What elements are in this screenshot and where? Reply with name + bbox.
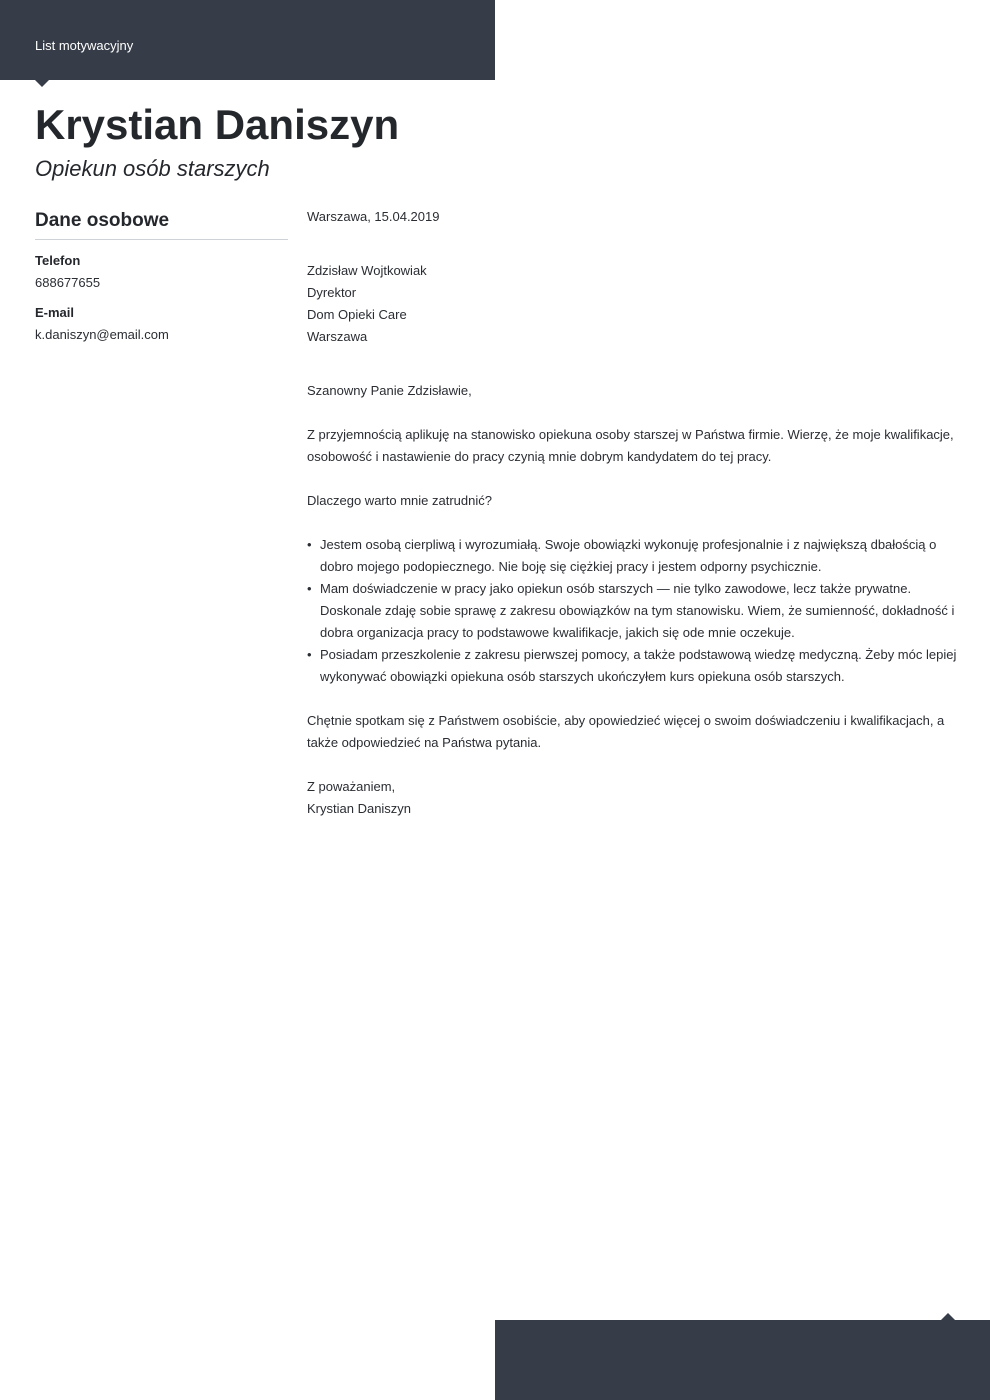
letter-body bbox=[307, 206, 957, 820]
list-item-text: Posiadam przeszkolenie z zakresu pierwszej pomocy, a także podstawową wiedzę medyczną. Żeby móc lepiej wykonywać obowiązki opiekuna osób starszych ukończyłem kurs opiekuna osób starszych. bbox=[320, 647, 957, 684]
letter-sign-off: Z poważaniem, bbox=[307, 779, 396, 794]
footer-notch bbox=[941, 1313, 955, 1320]
recipient-position: Dyrektor bbox=[307, 285, 357, 300]
phone-label: Telefon bbox=[35, 253, 81, 268]
list-item bbox=[307, 578, 957, 644]
letter-greeting: Szanowny Panie Zdzisławie, bbox=[307, 383, 472, 398]
bullet-icon: • bbox=[307, 581, 312, 596]
letter-question: Dlaczego warto mnie zatrudnić? bbox=[307, 493, 492, 508]
bullet-icon: • bbox=[307, 647, 312, 662]
list-item bbox=[307, 644, 957, 688]
list-item bbox=[307, 534, 957, 578]
letter-closing-paragraph: Chętnie spotkam się z Państwem osobiście, aby opowiedzieć więcej o swoim doświadczeniu i kwalifikacjach, a także odpowiedzieć na Państwa pytania. bbox=[307, 713, 945, 750]
email-value: k.daniszyn@email.com bbox=[35, 327, 169, 342]
candidate-role: Opiekun osób starszych bbox=[35, 156, 270, 181]
candidate-name: Krystian Daniszyn bbox=[35, 101, 400, 148]
letter-date: Warszawa, 15.04.2019 bbox=[307, 209, 440, 224]
email-label: E-mail bbox=[35, 305, 75, 320]
bullet-icon: • bbox=[307, 537, 312, 552]
recipient-city: Warszawa bbox=[307, 329, 368, 344]
letter-intro: Z przyjemnością aplikuję na stanowisko opiekuna osoby starszej w Państwa firmie. Wierzę, że moje kwalifikacje, osobowość i nastawienie do pracy czynią mnie dobrym kandydatem do tej pracy. bbox=[307, 427, 954, 464]
personal-data-title: Dane osobowe bbox=[35, 208, 288, 240]
letter-signature: Krystian Daniszyn bbox=[307, 801, 412, 816]
document-type-label: List motywacyjny bbox=[35, 38, 134, 53]
list-item-text: Mam doświadczenie w pracy jako opiekun osób starszych — nie tylko zawodowe, lecz także prywatne. Doskonale zdaję sobie sprawę z zakresu obowiązków na tym stanowisku. Wiem, że sumienność, dokładność i dobra organizacja pracy to podstawowe kwalifikacje, jakich się ode mnie oczekuje. bbox=[320, 581, 955, 640]
footer-band bbox=[495, 1320, 990, 1400]
phone-value: 688677655 bbox=[35, 275, 101, 290]
list-item-text: Jestem osobą cierpliwą i wyrozumiałą. Swoje obowiązki wykonuję profesjonalnie i z największą dbałością o dobro mojego podopiecznego. Nie boję się ciężkiej pracy i jestem odporny psychicznie. bbox=[320, 537, 937, 574]
recipient-block bbox=[307, 260, 957, 348]
recipient-company: Dom Opieki Care bbox=[307, 307, 407, 322]
header-notch bbox=[35, 80, 49, 87]
personal-data-section bbox=[35, 208, 288, 344]
recipient-name: Zdzisław Wojtkowiak bbox=[307, 263, 427, 278]
reasons-list bbox=[307, 534, 957, 688]
header-band bbox=[0, 0, 495, 80]
